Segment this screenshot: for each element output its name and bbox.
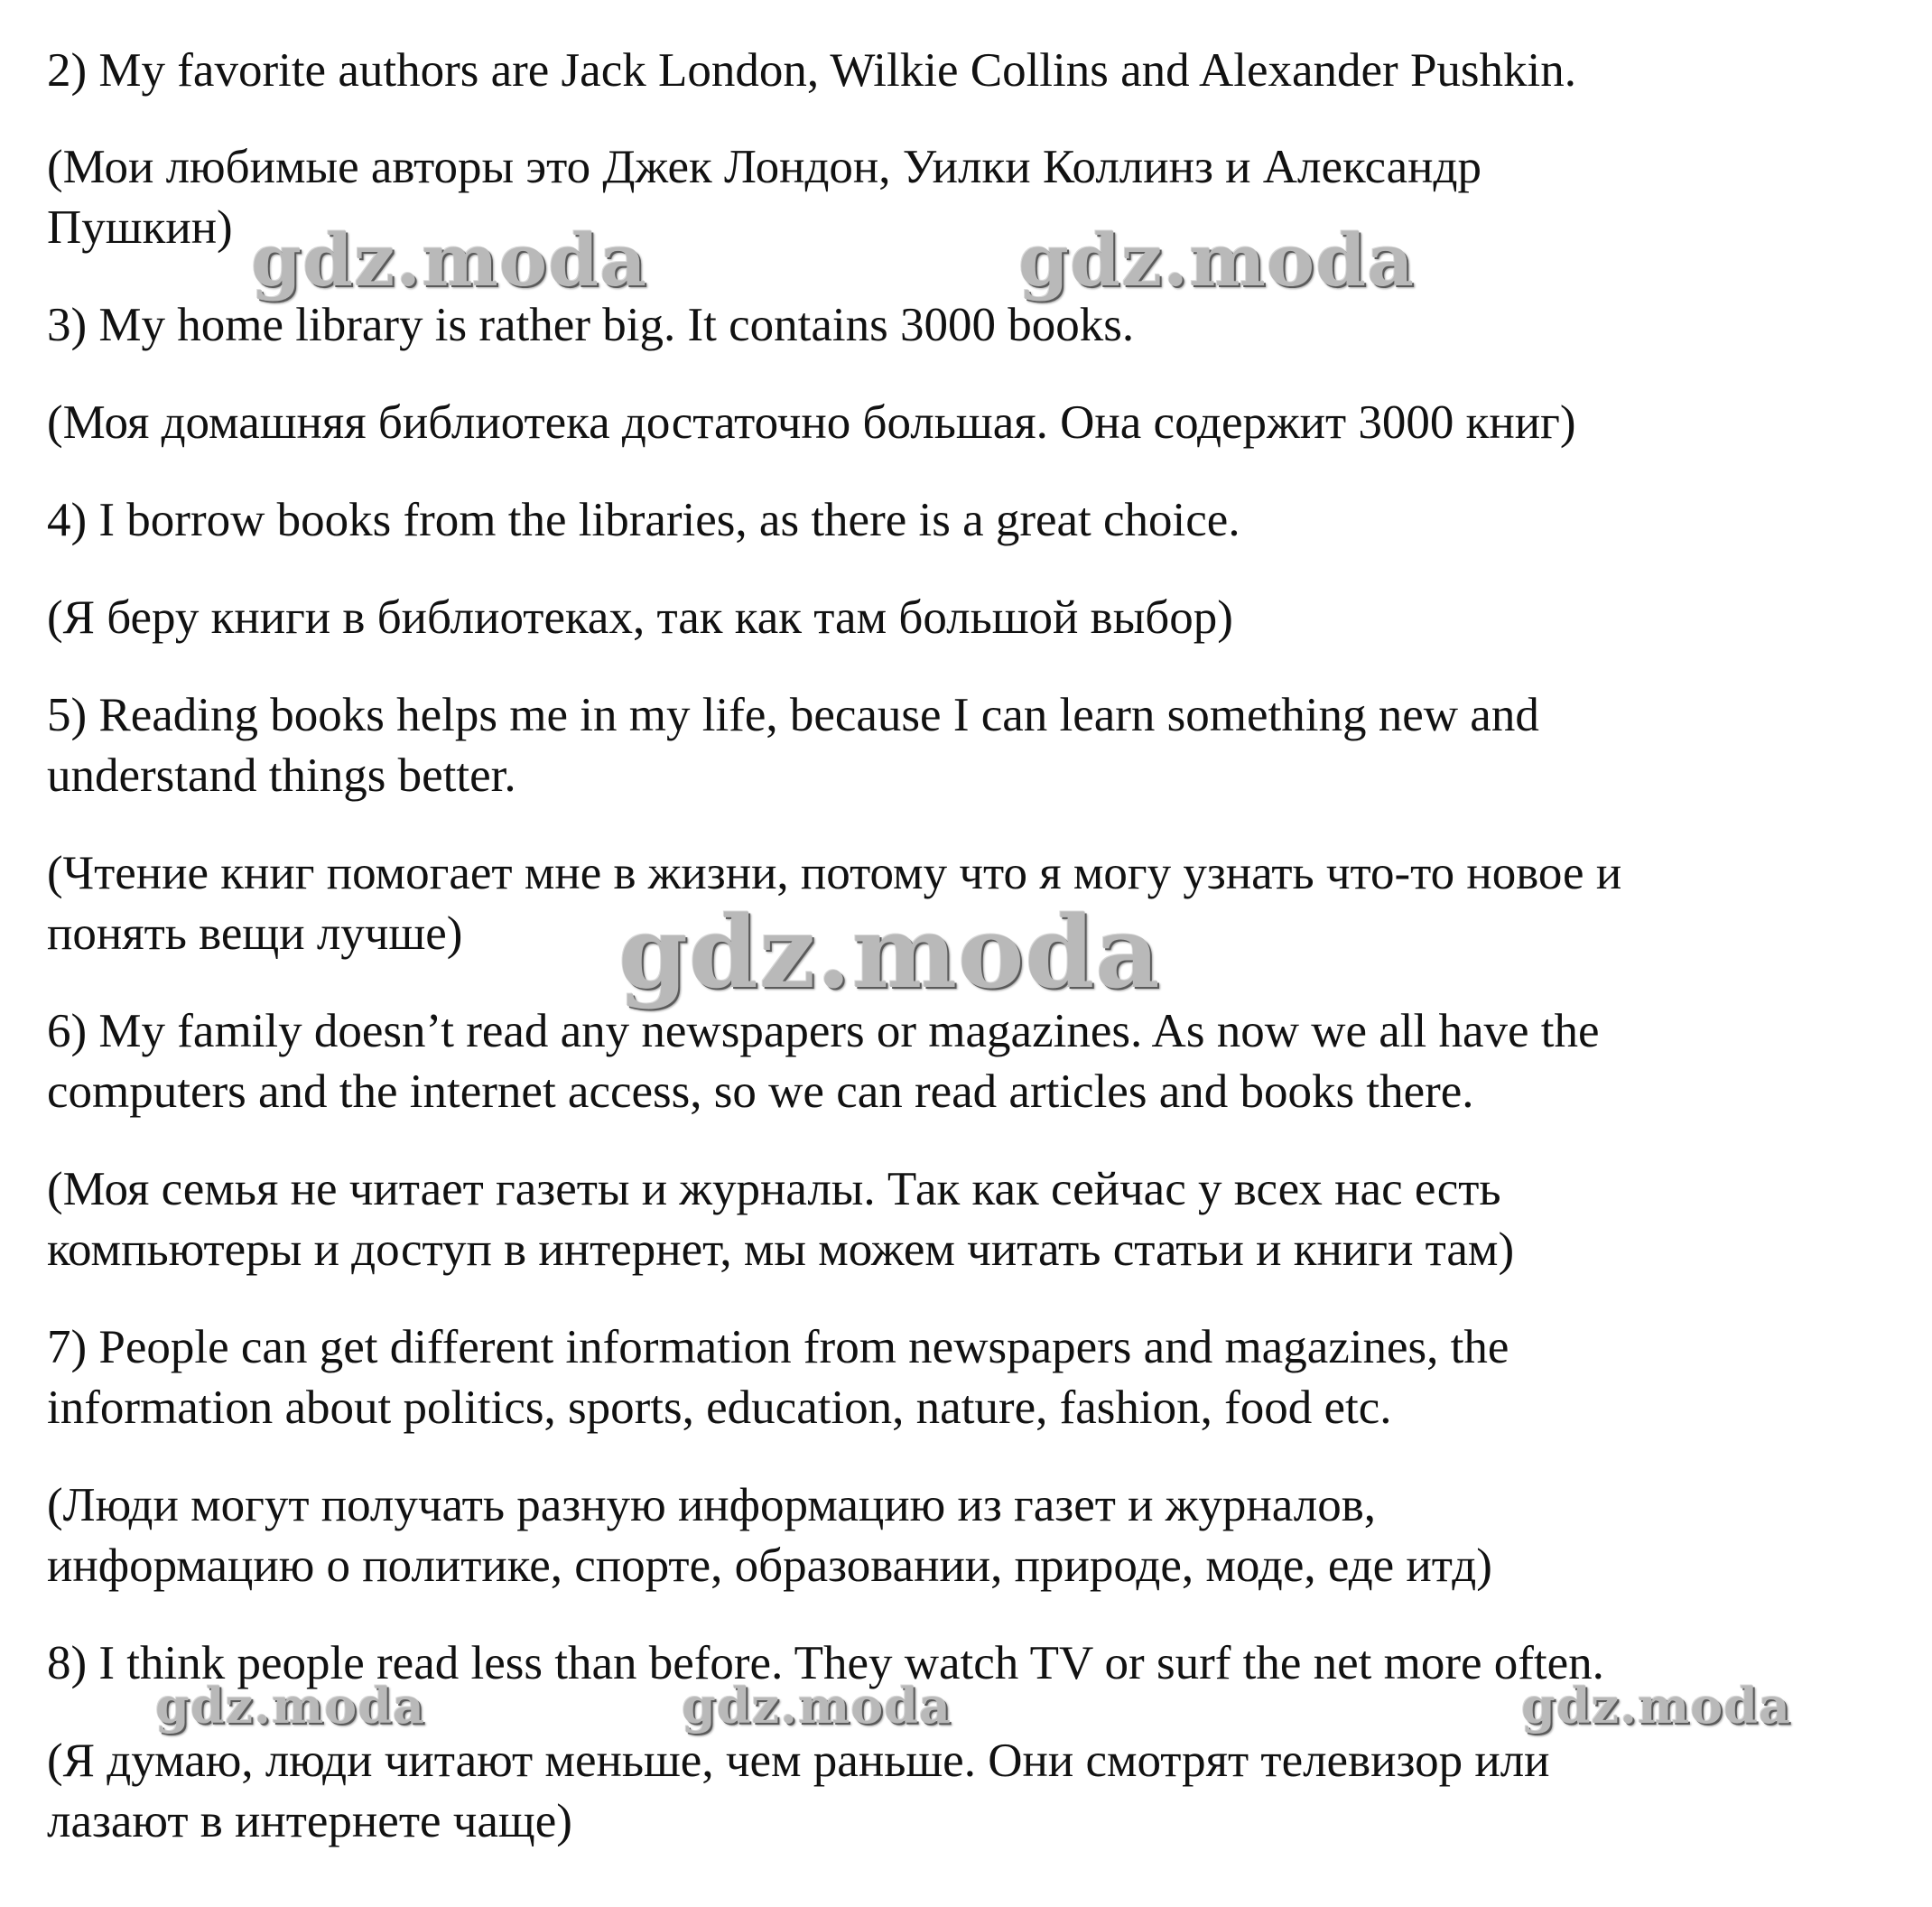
text-line-7: (Я беру книги в библиотеках, так как там большой выбор) [47,591,1233,644]
text-line-1: 2) My favorite authors are Jack London, Wilkie Collins and Alexander Pushkin. [47,44,1577,97]
text-line-16: 7) People can get different information from newspapers and magazines, the [47,1321,1509,1373]
watermark: gdz.moda [682,1677,952,1735]
text-line-21: (Я думаю, люди читают меньше, чем раньше. Они смотрят телевизор или [47,1735,1550,1787]
watermark: gdz.moda [155,1677,425,1735]
watermark: gdz.moda [1521,1677,1791,1735]
text-line-20: 8) I think people read less than before. They watch TV or surf the net more often. [47,1637,1604,1689]
text-line-8: 5) Reading books helps me in my life, because I can learn something new and [47,689,1539,741]
watermark: gdz.moda [1018,218,1415,302]
text-line-13: computers and the internet access, so we can read articles and books there. [47,1065,1474,1118]
text-line-2: (Мои любимые авторы это Джек Лондон, Уилки Коллинз и Александр [47,141,1482,193]
text-line-4: 3) My home library is rather big. It contains 3000 books. [47,299,1135,351]
text-line-15: компьютеры и доступ в интернет, мы можем читать статьи и книги там) [47,1223,1515,1276]
text-line-5: (Моя домашняя библиотека достаточно большая. Она содержит 3000 книг) [47,396,1576,449]
text-line-22: лазают в интернете чаще) [47,1795,572,1847]
text-line-19: информацию о политике, спорте, образовании, природе, моде, еде итд) [47,1540,1492,1592]
watermark: gdz.moda [618,894,1161,1010]
text-line-17: information about politics, sports, education, nature, fashion, food etc. [47,1381,1392,1434]
text-line-14: (Моя семья не читает газеты и журналы. Так как сейчас у всех нас есть [47,1163,1501,1215]
text-line-11: понять вещи лучше) [47,907,463,960]
text-line-9: understand things better. [47,749,516,802]
text-line-12: 6) My family doesn’t read any newspapers or magazines. As now we all have the [47,1005,1600,1057]
text-line-10: (Чтение книг помогает мне в жизни, потому что я могу узнать что-то новое и [47,847,1622,899]
watermark: gdz.moda [251,218,647,302]
text-line-18: (Люди могут получать разную информацию из газет и журналов, [47,1479,1376,1531]
text-line-6: 4) I borrow books from the libraries, as there is a great choice. [47,494,1240,546]
text-line-3: Пушкин) [47,201,233,254]
